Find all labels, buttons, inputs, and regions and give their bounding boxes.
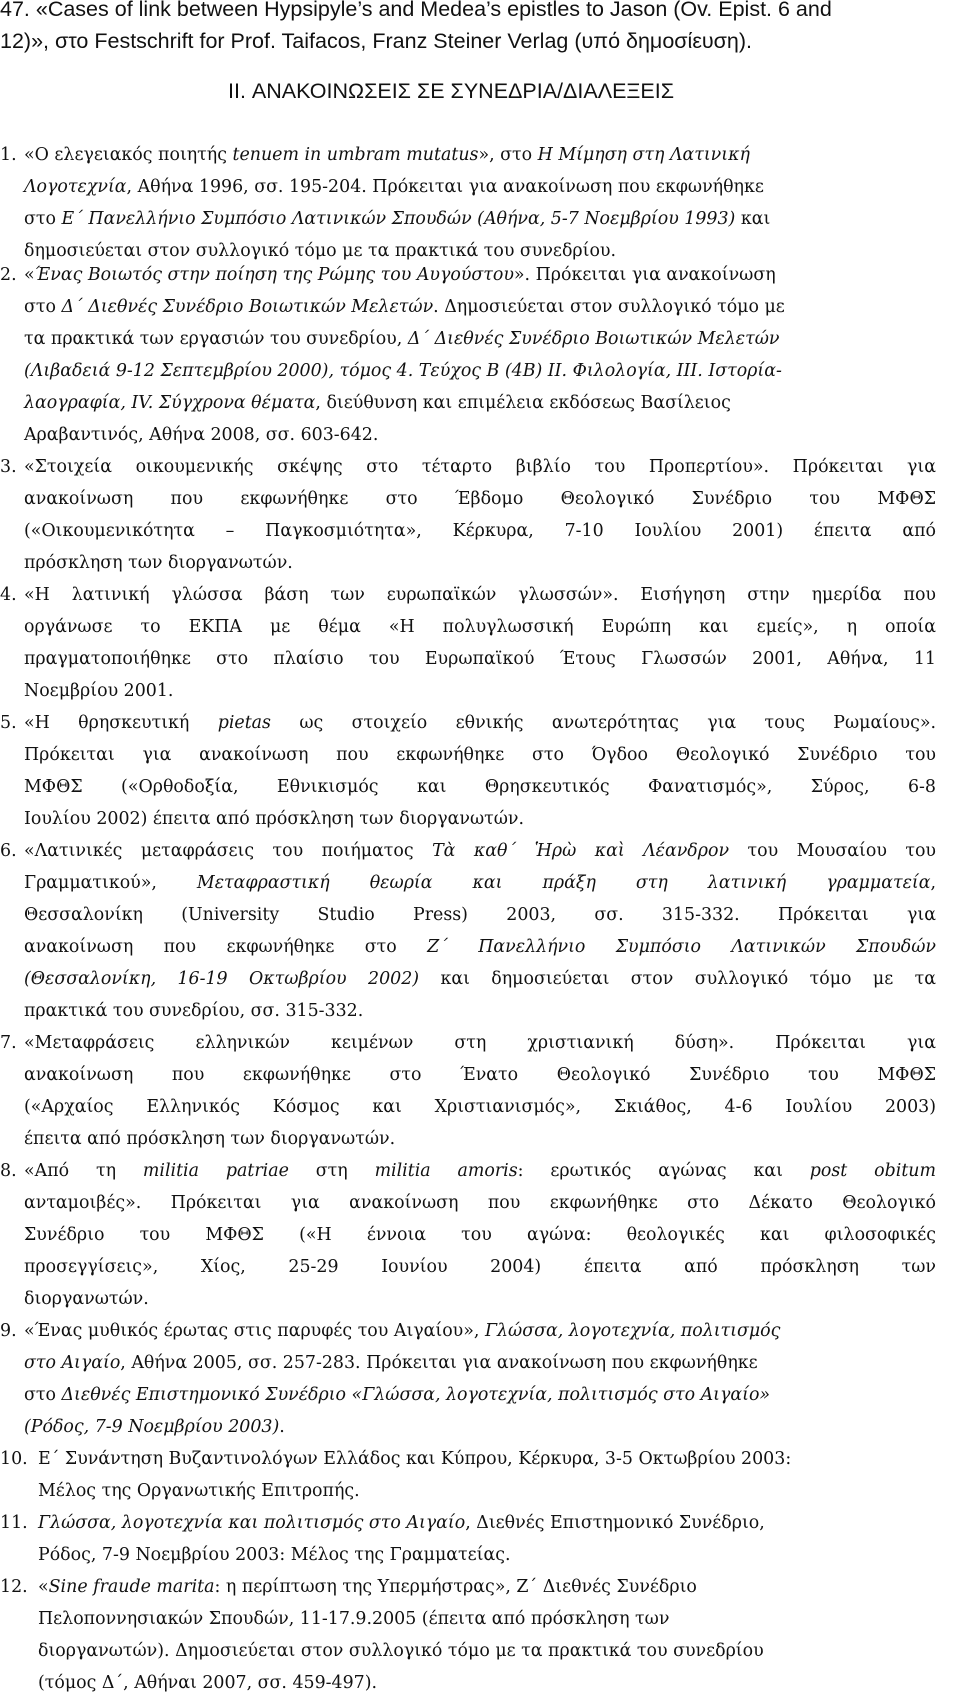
item-5-line-3: ΜΦΘΣ («Ορθοδοξία, Εθνικισμός και Θρησκευτικός Φανατισμός», Σύρος, 6-8 [24,777,936,797]
item-2-line-5: λαογραφία, IV. Σύγχρονα θέματα, διεύθυνση και επιμέλεια εκδόσεως Βασίλειος [24,393,731,413]
item-9-line-3: στο Διεθνές Επιστημονικό Συνέδριο «Γλώσσα, λογοτεχνία, πολιτισμός στο Αιγαίο» [24,1385,771,1405]
item-4-line-3: πραγματοποιήθηκε στο πλαίσιο του Ευρωπαϊκού Έτους Γλωσσών 2001, Αθήνα, 11 [24,649,936,669]
item-4-line-2: οργάνωσε το ΕΚΠΑ με θέμα «Η πολυγλωσσική Ευρώπη και εμείς», η οποία [24,617,936,637]
item-1-line-4: δημοσιεύεται στον συλλογικό τόμο με τα πρακτικά του συνεδρίου. [24,241,617,261]
item-9-line-2: στο Αιγαίο, Αθήνα 2005, σσ. 257-283. Πρόκειται για ανακοίνωση που εκφωνήθηκε [24,1353,758,1373]
entry-47-line-2: 12)», στο Festschrift for Prof. Taifacos, Franz Steiner Verlag (υπό δημοσίευση). [0,29,753,53]
item-2-line-1: «Ένας Βοιωτός στην ποίηση της Ρώμης του Αυγούστου». Πρόκειται για ανακοίνωση [24,265,776,285]
item-4-line-4: Νοεμβρίου 2001. [24,681,174,701]
item-8-line-3: Συνέδριο του ΜΦΘΣ («Η έννοια του αγώνα: θεολογικές και φιλοσοφικές [24,1225,936,1245]
item-number: 11. [0,1513,28,1533]
item-2-line-6: Αραβαντινός, Αθήνα 2008, σσ. 603-642. [24,425,379,445]
item-11-line-1: Γλώσσα, λογοτεχνία και πολιτισμός στο Αιγαίο, Διεθνές Επιστημονικό Συνέδριο, [38,1513,765,1533]
item-8-line-5: διοργανωτών. [24,1289,149,1309]
item-8-line-2: ανταμοιβές». Πρόκειται για ανακοίνωση που εκφωνήθηκε στο Δέκατο Θεολογικό [24,1193,936,1213]
item-3-line-3: («Οικουμενικότητα – Παγκοσμιότητα», Κέρκυρα, 7-10 Ιουλίου 2001) έπειτα από [24,521,936,541]
item-6-line-1: «Λατινικές μεταφράσεις του ποιήματος Τὰ καθ΄ Ἡρὼ καὶ Λέανδρον του Μουσαίου του [24,841,936,861]
item-number: 1. [0,145,17,165]
item-6-line-6: πρακτικά του συνεδρίου, σσ. 315-332. [24,1001,364,1021]
item-7-line-2: ανακοίνωση που εκφωνήθηκε στο Ένατο Θεολογικό Συνέδριο του ΜΦΘΣ [24,1065,936,1085]
item-12-line-4: (τόμος Δ΄, Αθήναι 2007, σσ. 459-497). [38,1673,378,1693]
item-9-line-1: «Ένας μυθικός έρωτας στις παρυφές του Αιγαίου», Γλώσσα, λογοτεχνία, πολιτισμός [24,1321,781,1341]
item-6-line-4: ανακοίνωση που εκφωνήθηκε στο Ζ΄ Πανελλήνιο Συμπόσιο Λατινικών Σπουδών [24,937,936,957]
item-8-line-1: «Από τη militia patriae στη militia amoris: ερωτικός αγώνας και post obitum [24,1161,936,1181]
list-item [0,1574,960,1693]
item-number: 4. [0,585,17,605]
item-number: 10. [0,1449,28,1469]
item-number: 3. [0,457,17,477]
item-5-line-2: Πρόκειται για ανακοίνωση που εκφωνήθηκε στο Όγδοο Θεολογικό Συνέδριο του [24,745,936,765]
item-10-line-2: Μέλος της Οργανωτικής Επιτροπής. [38,1481,360,1501]
item-number: 8. [0,1161,17,1181]
item-12-line-2: Πελοποννησιακών Σπουδών, 11-17.9.2005 (έπειτα από πρόσκληση των [38,1609,670,1629]
item-6-line-3: Θεσσαλονίκη (University Studio Press) 2003, σσ. 315-332. Πρόκειται για [24,905,936,925]
item-3-line-2: ανακοίνωση που εκφωνήθηκε στο Έβδομο Θεολογικό Συνέδριο του ΜΦΘΣ [24,489,936,509]
item-3-line-4: πρόσκληση των διοργανωτών. [24,553,293,573]
item-7-line-3: («Αρχαίος Ελληνικός Κόσμος και Χριστιανισμός», Σκιάθος, 4-6 Ιουλίου 2003) [24,1097,936,1117]
section-heading: II. ΑΝΑΚΟΙΝΩΣΕΙΣ ΣΕ ΣΥΝΕΔΡΙΑ/ΔΙΑΛΕΞΕΙΣ [228,79,674,103]
item-9-line-4: (Ρόδος, 7-9 Νοεμβρίου 2003). [24,1417,285,1437]
item-4-line-1: «Η λατινική γλώσσα βάση των ευρωπαϊκών γλωσσών». Εισήγηση στην ημερίδα που [24,585,936,605]
item-number: 2. [0,265,17,285]
item-8-line-4: προσεγγίσεις», Χίος, 25-29 Ιουνίου 2004) έπειτα από πρόσκληση των [24,1257,936,1277]
item-number: 9. [0,1321,17,1341]
item-5-line-1: «Η θρησκευτική pietas ως στοιχείο εθνικής ανωτερότητας για τους Ρωμαίους». [24,713,936,733]
item-number: 7. [0,1033,17,1053]
item-number: 12. [0,1577,28,1597]
item-6-line-5: (Θεσσαλονίκη, 16-19 Οκτωβρίου 2002) και δημοσιεύεται στον συλλογικό τόμο με τα [24,969,936,989]
item-10-line-1: Ε΄ Συνάντηση Βυζαντινολόγων Ελλάδος και Κύπρου, Κέρκυρα, 3-5 Οκτωβρίου 2003: [38,1449,792,1469]
item-12-line-3: διοργανωτών). Δημοσιεύεται στον συλλογικό τόμο με τα πρακτικά του συνεδρίου [38,1641,764,1661]
item-2-line-4: (Λιβαδειά 9-12 Σεπτεμβρίου 2000), τόμος 4. Τεύχος Β (4Β) ΙΙ. Φιλολογία, ΙΙΙ. Ιστορία- [24,361,782,381]
item-11-line-2: Ρόδος, 7-9 Νοεμβρίου 2003: Μέλος της Γραμματείας. [38,1545,511,1565]
item-12-line-1: «Sine fraude marita: η περίπτωση της Υπερμήστρας», Ζ΄ Διεθνές Συνέδριο [38,1577,697,1597]
item-3-line-1: «Στοιχεία οικουμενικής σκέψης στο τέταρτο βιβλίο του Προπερτίου». Πρόκειται για [24,457,936,477]
item-2-line-2: στο Δ΄ Διεθνές Συνέδριο Βοιωτικών Μελετών. Δημοσιεύεται στον συλλογικό τόμο με [24,297,785,317]
item-7-line-1: «Μεταφράσεις ελληνικών κειμένων στη χριστιανική δύση». Πρόκειται για [24,1033,936,1053]
item-number: 6. [0,841,17,861]
item-1-line-1: «Ο ελεγειακός ποιητής tenuem in umbram mutatus», στο Η Μίμηση στη Λατινική [24,145,750,165]
entry-47-line-1: 47. «Cases of link between Hypsipyle’s and Medea’s epistles to Jason (Ov. Epist. 6 and [0,0,832,21]
item-2-line-3: τα πρακτικά των εργασιών του συνεδρίου, Δ΄ Διεθνές Συνέδριο Βοιωτικών Μελετών [24,329,780,349]
item-1-line-2: Λογοτεχνία, Αθήνα 1996, σσ. 195-204. Πρόκειται για ανακοίνωση που εκφωνήθηκε [24,177,764,197]
item-7-line-4: έπειτα από πρόσκληση των διοργανωτών. [24,1129,396,1149]
item-6-line-2: Γραμματικού», Μεταφραστική θεωρία και πράξη στη λατινική γραμματεία, [24,873,936,893]
item-5-line-4: Ιουλίου 2002) έπειτα από πρόσκληση των διοργανωτών. [24,809,525,829]
item-1-line-3: στο Ε΄ Πανελλήνιο Συμπόσιο Λατινικών Σπουδών (Αθήνα, 5-7 Νοεμβρίου 1993) και [24,209,771,229]
item-number: 5. [0,713,17,733]
